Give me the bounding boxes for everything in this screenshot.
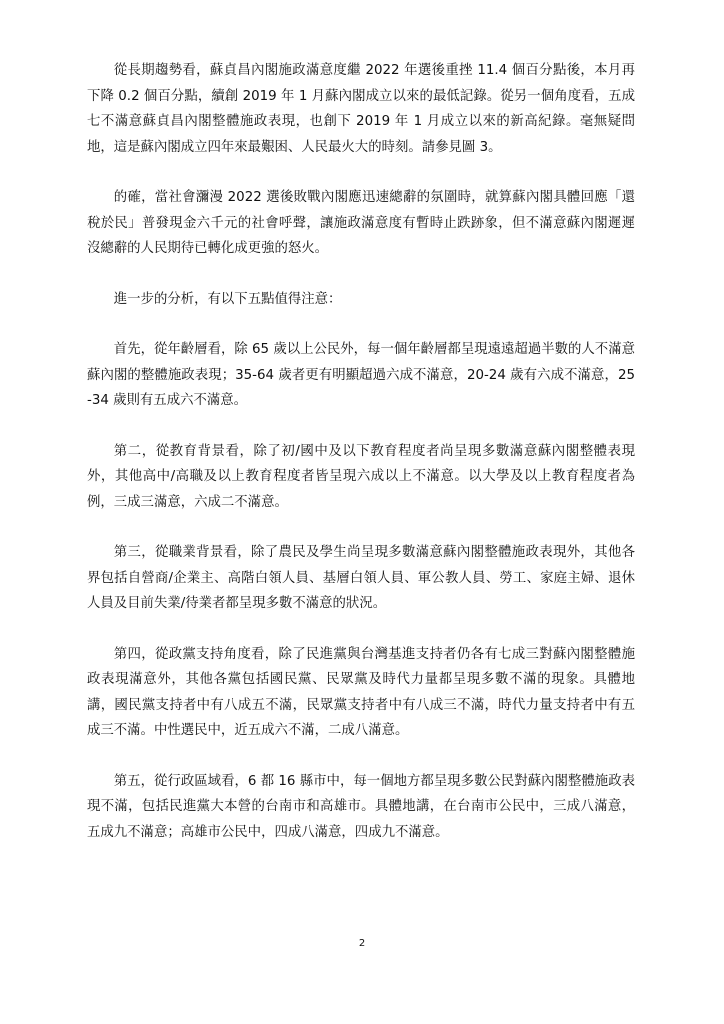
paragraph-analysis-intro: 進一步的分析，有以下五點值得注意： bbox=[113, 291, 342, 307]
paragraph-social-sentiment: 的確，當社會瀰漫 2022 選後敗戰內閣應迅速總辭的氛圍時，就算蘇內閣具體回應「還稅於民」普發現金六千元的社會呼聲，讓施政滿意度有暫時止跌跡象，但不滿意蘇內閣遲遲沒總辭的人民期待已轉化成更強的怒火。 bbox=[87, 190, 635, 256]
paragraph-party-support: 第四，從政黨支持角度看，除了民進黨與台灣基進支持者仍各有七成三對蘇內閣整體施政表現滿意外，其他各黨包括國民黨、民眾黨及時代力量都呈現多數不滿的現象。具體地講，國民黨支持者中有八成五不滿，民眾黨支持者中有八成三不滿，時代力量支持者中有五成三不滿。中性選民中，近五成六不滿，二成八滿意。 bbox=[87, 646, 635, 738]
page-number: 2 bbox=[358, 938, 366, 949]
document-body bbox=[87, 58, 635, 845]
paragraph-occupation: 第三，從職業背景看，除了農民及學生尚呈現多數滿意蘇內閣整體施政表現外，其他各界包括自營商/企業主、高階白領人員、基層白領人員、軍公教人員、勞工、家庭主婦、退休人員及目前失業/待業者都呈現多數不滿意的狀況。 bbox=[87, 545, 635, 611]
paragraph-age-group: 首先，從年齡層看，除 65 歲以上公民外，每一個年齡層都呈現遠遠超過半數的人不滿意蘇內閣的整體施政表現；35-64 歲者更有明顯超過六成不滿意，20-24 歲有六成不滿意，25-34 歲則有五成六不滿意。 bbox=[87, 342, 635, 408]
paragraph-region: 第五，從行政區域看，6 都 16 縣市中，每一個地方都呈現多數公民對蘇內閣整體施政表現不滿，包括民進黨大本營的台南市和高雄市。具體地講，在台南市公民中，三成八滿意，五成九不滿意；高雄市公民中，四成八滿意，四成九不滿意。 bbox=[87, 773, 635, 840]
paragraph-education: 第二，從教育背景看，除了初/國中及以下教育程度者尚呈現多數滿意蘇內閣整體表現外，其他高中/高職及以上教育程度者皆呈現六成以上不滿意。以大學及以上教育程度者為例，三成三滿意，六成二不滿意。 bbox=[87, 443, 635, 510]
paragraph-long-term-trend: 從長期趨勢看，蘇貞昌內閣施政滿意度繼 2022 年選後重挫 11.4 個百分點後，本月再下降 0.2 個百分點，續創 2019 年 1 月蘇內閣成立以來的最低記錄。從另一個角度看，五成七不滿意蘇貞昌內閣整體施政表現，也創下 2019 年 1 月成立以來的新高紀錄。毫無疑問地，這是蘇內閣成立四年來最艱困、人民最火大的時刻。請參見圖 3。 bbox=[87, 63, 635, 155]
